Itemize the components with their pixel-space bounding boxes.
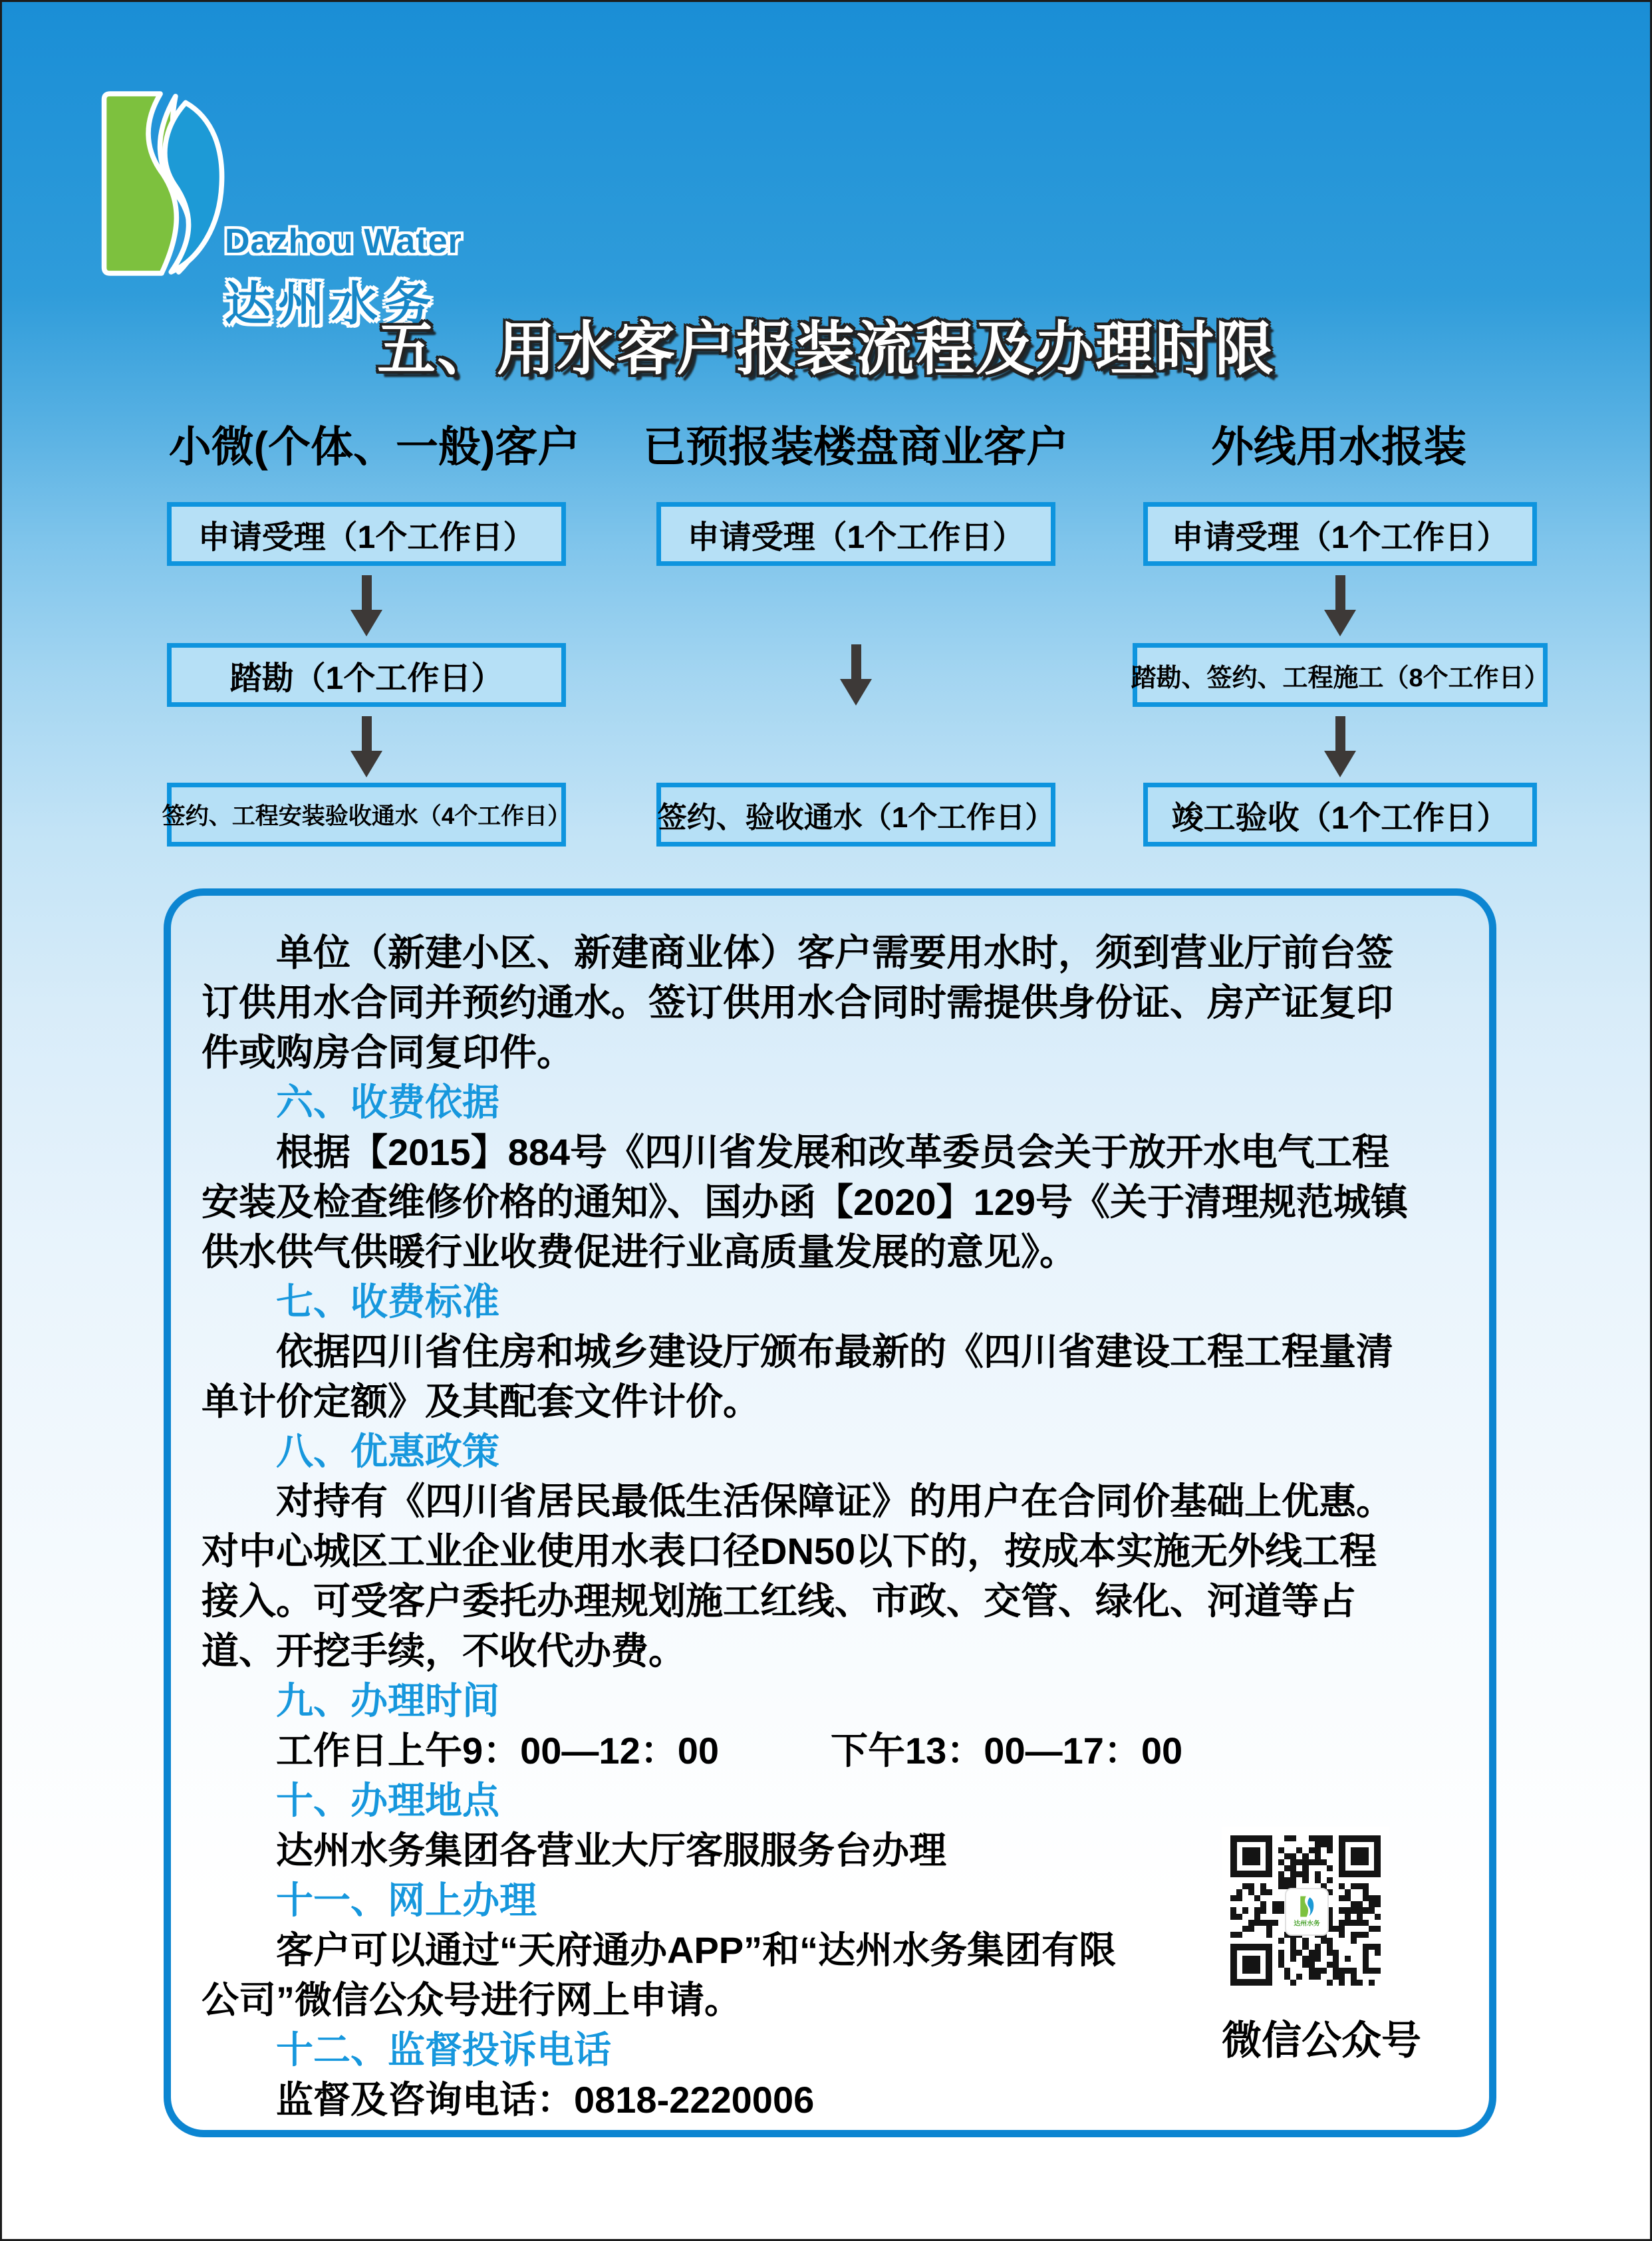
down-arrow-icon <box>350 575 382 636</box>
section-heading-preferential-policy: 八、优惠政策 <box>276 1430 499 1472</box>
section-heading-online-service: 十一、网上办理 <box>276 1879 537 1921</box>
qr-center-logo-icon <box>1285 1888 1329 1936</box>
flow-col2-header: 已预报装楼盘商业客户 <box>643 423 1069 471</box>
section-body-service-hours: 工作日上午9：00—12：00 下午13：00—17：00 <box>276 1730 1183 1772</box>
section-body-service-location: 达州水务集团各营业大厅客服服务台办理 <box>276 1829 946 1871</box>
dazhou-water-logo-icon <box>98 88 225 279</box>
flow-box-col2-step2: 签约、验收通水（1个工作日） <box>656 783 1055 847</box>
flow-box-col1-step3: 签约、工程安装验收通水（4个工作日） <box>167 783 566 847</box>
section-heading-service-hours: 九、办理时间 <box>276 1680 499 1722</box>
section-heading-fees-basis: 六、收费依据 <box>276 1081 499 1123</box>
qr-center-label: 达州水务 <box>1294 1920 1320 1928</box>
flow-col1-header: 小微(个体、一般)客户 <box>168 423 581 471</box>
flow-box-col3-step3: 竣工验收（1个工作日） <box>1143 783 1537 847</box>
qr-finder-icon <box>1339 1835 1381 1877</box>
intro-paragraph: 单位（新建小区、新建商业体）客户需要用水时，须到营业厅前台签订供用水合同并预约通水。签订供用水合同时需提供身份证、房产证复印件或购房合同复印件。 <box>202 932 1393 1073</box>
info-panel <box>164 888 1496 2137</box>
down-arrow-icon <box>1324 716 1356 777</box>
wechat-qr-block <box>1222 1827 1421 2066</box>
down-arrow-icon <box>1324 575 1356 636</box>
section-body-complaint-phone: 监督及咨询电话：0818-2220006 <box>276 2079 815 2121</box>
flow-box-col1-step2: 踏勘（1个工作日） <box>167 643 566 707</box>
down-arrow-icon <box>350 716 382 777</box>
section-heading-complaint-phone: 十二、监督投诉电话 <box>276 2029 611 2071</box>
down-arrow-icon <box>840 644 872 706</box>
section-body-fee-standard: 依据四川省住房和城乡建设厅颁布最新的《四川省建设工程工程量清单计价定额》及其配套文件计价。 <box>202 1331 1393 1422</box>
flow-box-col3-step1: 申请受理（1个工作日） <box>1143 502 1537 566</box>
logo-text-zh: 达州水务 <box>225 278 438 330</box>
logo-text-en: Dazhou Water <box>225 222 462 261</box>
section-heading-fee-standard: 七、收费标准 <box>276 1281 499 1323</box>
flow-col3-header: 外线用水报装 <box>1211 423 1466 471</box>
qr-finder-icon <box>1230 1835 1272 1877</box>
flow-box-col2-step1: 申请受理（1个工作日） <box>656 502 1055 566</box>
section-body-preferential-policy: 对持有《四川省居民最低生活保障证》的用户在合同价基础上优惠。对中心城区工业企业使用水表口径DN50以下的，按成本实施无外线工程接入。可受客户委托办理规划施工红线、市政、交管、绿化、河道等占道、开挖手续，不收代办费。 <box>202 1480 1393 1672</box>
section-body-online-service: 客户可以通过“天府通办APP”和“达州水务集团有限公司”微信公众号进行网上申请。 <box>202 1929 1117 2021</box>
section-body-fees-basis: 根据【2015】884号《四川省发展和改革委员会关于放开水电气工程安装及检查维修价格的通知》、国办函【2020】129号《关于清理规范城镇供水供气供暖行业收费促进行业高质量发展的意见》。 <box>202 1131 1409 1273</box>
section-heading-service-location: 十、办理地点 <box>276 1780 499 1821</box>
page-title: 五、用水客户报装流程及办理时限 <box>376 316 1275 382</box>
flow-box-col1-step1: 申请受理（1个工作日） <box>167 502 566 566</box>
qr-finder-icon <box>1230 1944 1272 1986</box>
qr-caption: 微信公众号 <box>1222 2018 1421 2063</box>
flow-box-col3-step2: 踏勘、签约、工程施工（8个工作日） <box>1133 643 1548 707</box>
wechat-qr-code-icon <box>1222 1827 1389 1994</box>
